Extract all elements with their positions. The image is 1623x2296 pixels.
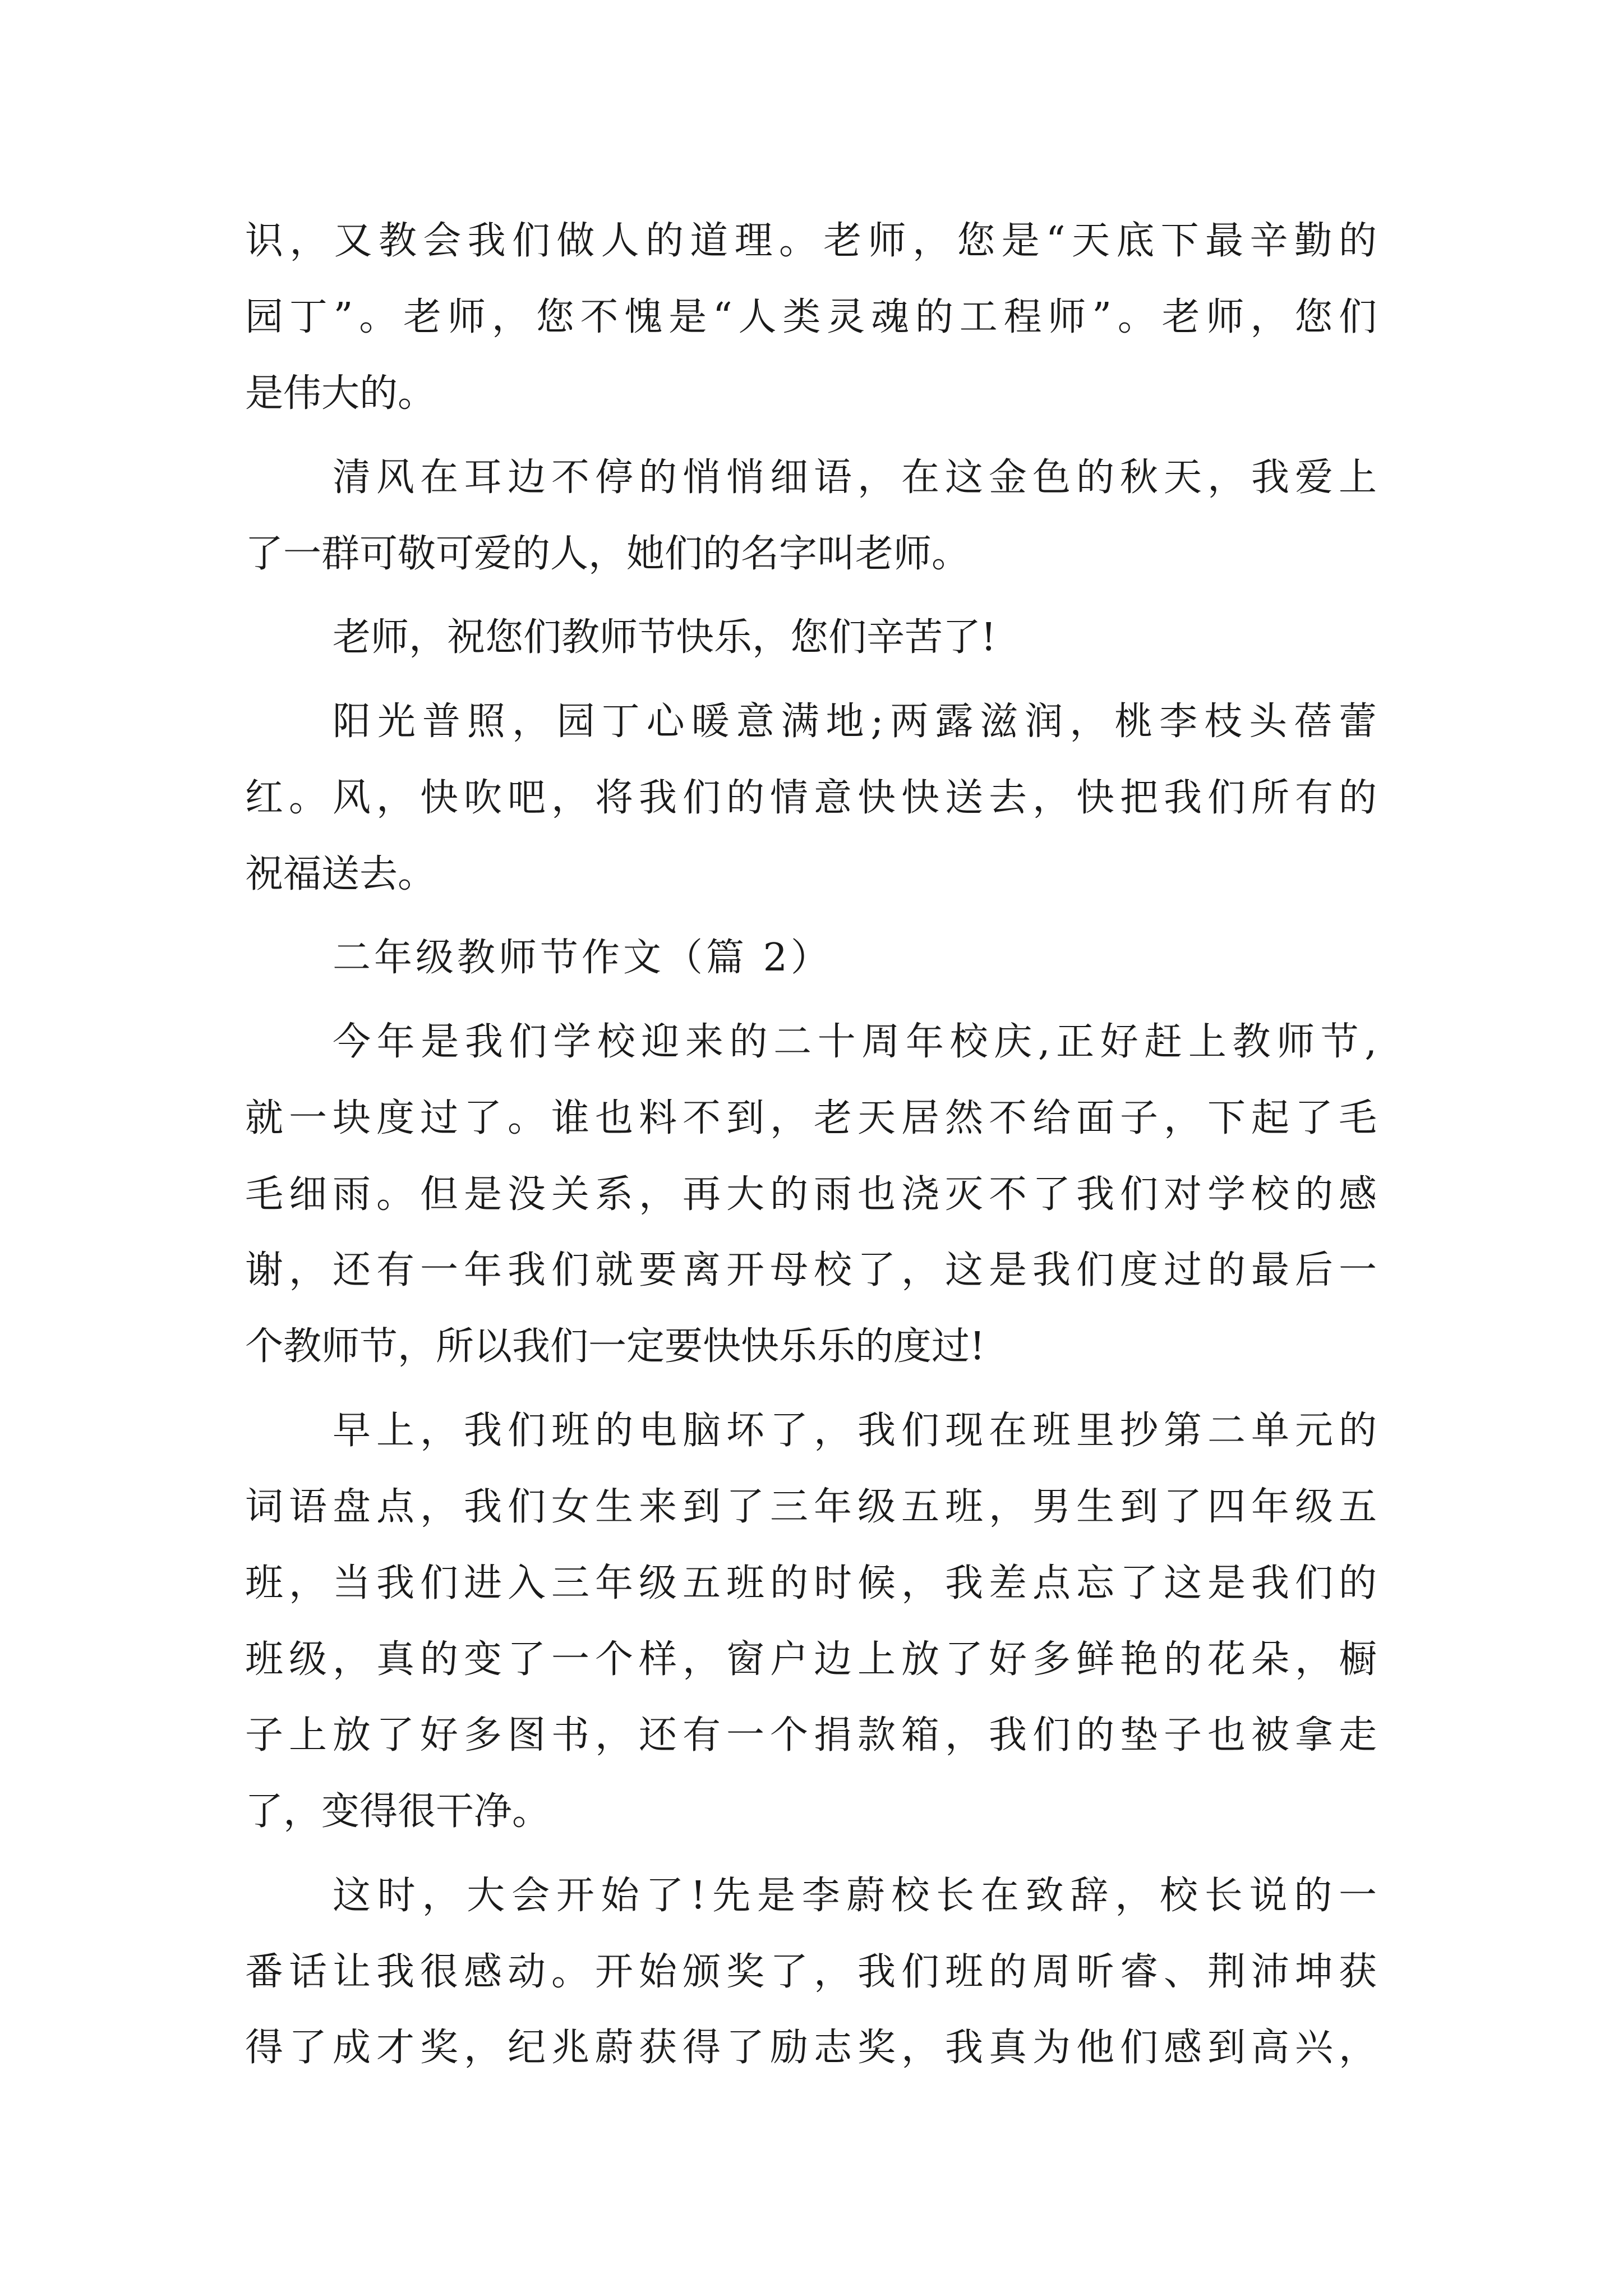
text-line: 词语盘点，我们女生来到了三年级五班，男生到了四年级五 bbox=[245, 1485, 1377, 1529]
text-line: 毛细雨。但是没关系，再大的雨也浇灭不了我们对学校的感 bbox=[245, 1172, 1377, 1217]
text-line: 今年是我们学校迎来的二十周年校庆,正好赶上教师节, bbox=[333, 1020, 1377, 1064]
text-line: 得了成才奖，纪兆蔚获得了励志奖，我真为他们感到高兴， bbox=[245, 2026, 1377, 2070]
text-line: 谢，还有一年我们就要离开母校了，这是我们度过的最后一 bbox=[245, 1248, 1377, 1292]
text-line: 是伟大的。 bbox=[245, 371, 436, 416]
text-line: 老师，祝您们教师节快乐，您们辛苦了! bbox=[333, 615, 997, 660]
text-line: 班，当我们进入三年级五班的时候，我差点忘了这是我们的 bbox=[245, 1561, 1377, 1605]
section-heading: 二年级教师节作文（篇 2） bbox=[333, 936, 832, 980]
text-line: 子上放了好多图书，还有一个捐款箱，我们的垫子也被拿走 bbox=[245, 1713, 1377, 1757]
text-line: 识，又教会我们做人的道理。老师，您是“天底下最辛勤的 bbox=[245, 219, 1377, 263]
text-line: 园丁”。老师，您不愧是“人类灵魂的工程师”。老师，您们 bbox=[245, 295, 1377, 339]
text-line: 早上，我们班的电脑坏了，我们现在班里抄第二单元的 bbox=[333, 1409, 1377, 1453]
text-line: 红。风，快吹吧，将我们的情意快快送去，快把我们所有的 bbox=[245, 776, 1377, 820]
text-line: 清风在耳边不停的悄悄细语，在这金色的秋天，我爱上 bbox=[333, 455, 1377, 500]
text-line: 祝福送去。 bbox=[245, 852, 436, 896]
text-line: 就一块度过了。谁也料不到，老天居然不给面子，下起了毛 bbox=[245, 1096, 1377, 1140]
text-line: 了一群可敬可爱的人，她们的名字叫老师。 bbox=[245, 532, 970, 576]
text-line: 番话让我很感动。开始颁奖了，我们班的周昕睿、荆沛坤获 bbox=[245, 1950, 1377, 1994]
text-line: 班级，真的变了一个样，窗户边上放了好多鲜艳的花朵，橱 bbox=[245, 1637, 1377, 1682]
text-line: 这时，大会开始了!先是李蔚校长在致辞，校长说的一 bbox=[333, 1874, 1377, 1918]
text-line: 阳光普照，园丁心暖意满地;两露滋润，桃李枝头蓓蕾 bbox=[333, 700, 1377, 744]
text-line: 了，变得很干净。 bbox=[245, 1789, 551, 1834]
text-line: 个教师节，所以我们一定要快快乐乐的度过! bbox=[245, 1324, 985, 1369]
